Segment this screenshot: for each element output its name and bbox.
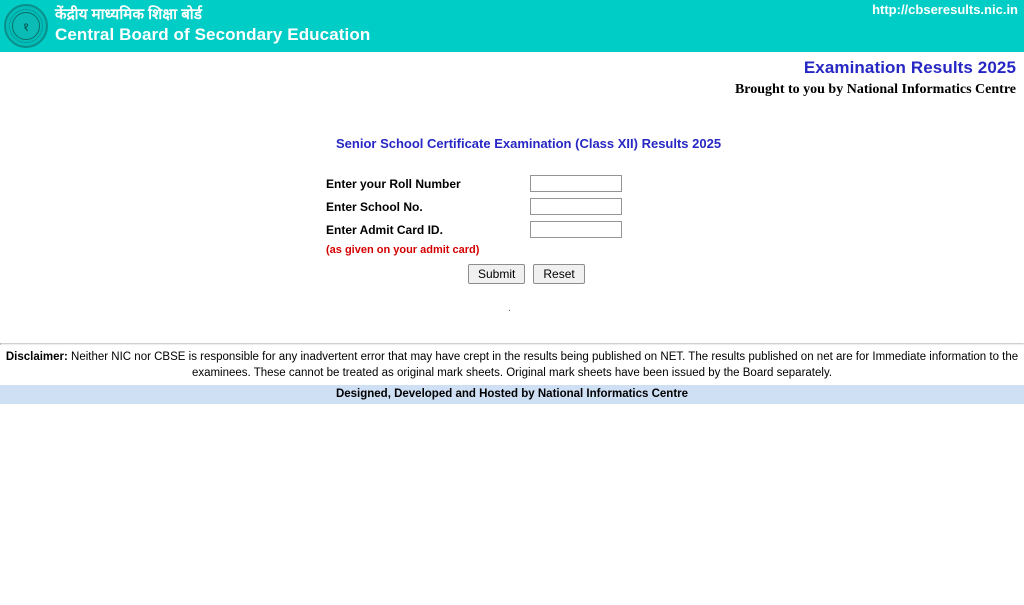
admit-card-note: (as given on your admit card) — [326, 244, 480, 256]
site-header — [0, 0, 1024, 52]
form-heading: Senior School Certificate Examination (Class XII) Results 2025 — [336, 136, 722, 151]
school-no-label: Enter School No. — [326, 199, 423, 214]
disclaimer-label: Disclaimer: — [5, 351, 68, 363]
separator-dot: . — [508, 303, 511, 314]
disclaimer-text — [0, 345, 1024, 385]
admit-card-id-label: Enter Admit Card ID. — [326, 222, 443, 237]
designed-by-bar: Designed, Developed and Hosted by National Informatics Centre — [0, 385, 1024, 404]
field-row-admit-card-id — [326, 220, 746, 239]
emblem-center-glyph: १ — [12, 12, 40, 40]
disclaimer-body: Neither NIC nor CBSE is responsible for any inadvertent error that may have crept in the results being published on NET. The results published on net are for Immediate information to the examinees. These cannot be treated as original mark sheets. Original mark sheets have been issued by the Board separately. — [67, 351, 1019, 379]
roll-number-input[interactable] — [530, 175, 622, 192]
result-lookup-form — [326, 174, 746, 284]
form-button-row — [326, 264, 746, 284]
cbse-emblem-icon — [3, 3, 49, 49]
reset-button[interactable]: Reset — [533, 264, 584, 284]
school-no-input[interactable] — [530, 198, 622, 215]
field-row-school-no — [326, 197, 746, 216]
page-title: Examination Results 2025 — [803, 58, 1016, 77]
brought-by-text: Brought to you by National Informatics Centre — [734, 82, 1016, 97]
brand-titles — [55, 7, 370, 45]
field-row-roll-number — [326, 174, 746, 193]
brand-title-hindi: केंद्रीय माध्यमिक शिक्षा बोर्ड — [55, 7, 203, 24]
page-title-block — [0, 52, 1024, 98]
brand-title-english: Central Board of Secondary Education — [55, 25, 371, 45]
admit-card-id-input[interactable] — [530, 221, 622, 238]
site-url-link[interactable]: http://cbseresults.nic.in — [872, 2, 1018, 17]
main-content — [0, 98, 1024, 343]
submit-button[interactable]: Submit — [468, 264, 525, 284]
roll-number-label: Enter your Roll Number — [326, 176, 461, 191]
